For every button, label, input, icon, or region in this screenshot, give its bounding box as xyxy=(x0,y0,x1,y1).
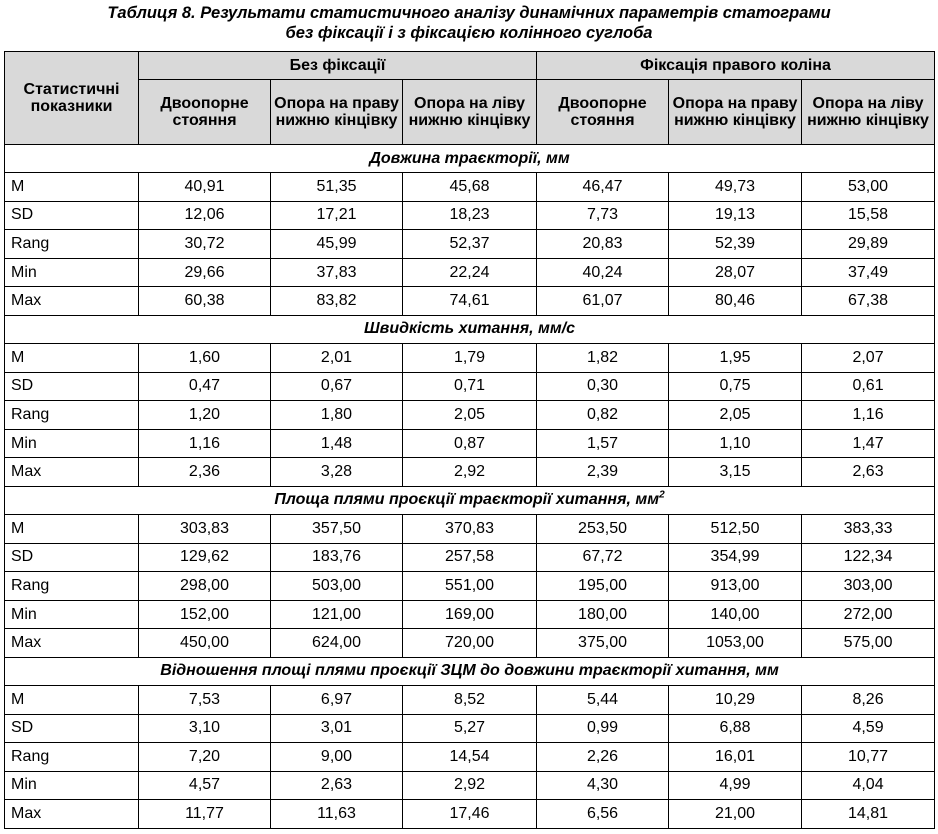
table-cell: 195,00 xyxy=(537,572,669,601)
table-row xyxy=(5,372,935,401)
table-cell: 152,00 xyxy=(139,600,271,629)
table-cell: 0,30 xyxy=(537,372,669,401)
table-caption xyxy=(0,0,938,44)
table-row xyxy=(5,514,935,543)
table-cell: 45,99 xyxy=(271,230,403,259)
table-cell: 7,53 xyxy=(139,685,271,714)
table-cell: 53,00 xyxy=(802,173,935,202)
table-cell: 0,82 xyxy=(537,401,669,430)
table-cell: 11,63 xyxy=(271,800,403,829)
table-row xyxy=(5,173,935,202)
table-cell: 67,38 xyxy=(802,287,935,316)
table-cell: 67,72 xyxy=(537,543,669,572)
row-label: Min xyxy=(5,771,139,800)
row-label: M xyxy=(5,685,139,714)
table-row xyxy=(5,230,935,259)
table-row xyxy=(5,685,935,714)
table-cell: 8,26 xyxy=(802,685,935,714)
table-body xyxy=(5,145,935,829)
table-cell: 2,01 xyxy=(271,343,403,372)
table-cell: 1,16 xyxy=(802,401,935,430)
row-label: SD xyxy=(5,201,139,230)
section-title xyxy=(5,486,935,514)
table-cell: 15,58 xyxy=(802,201,935,230)
table-cell: 253,50 xyxy=(537,514,669,543)
table-cell: 1,80 xyxy=(271,401,403,430)
table-cell: 121,00 xyxy=(271,600,403,629)
table-cell: 6,56 xyxy=(537,800,669,829)
table-cell: 2,26 xyxy=(537,743,669,772)
table-cell: 1,79 xyxy=(403,343,537,372)
row-label: Rang xyxy=(5,401,139,430)
section-title-text: Довжина траєкторії, мм xyxy=(369,149,570,167)
table-row xyxy=(5,600,935,629)
header-group-right-knee-fixation: Фіксація правого коліна xyxy=(537,52,935,80)
row-label: Max xyxy=(5,629,139,658)
table-cell: 183,76 xyxy=(271,543,403,572)
table-cell: 1,60 xyxy=(139,343,271,372)
header-column: Двоопорне стояння xyxy=(537,80,669,145)
table-cell: 2,63 xyxy=(271,771,403,800)
table-cell: 1,95 xyxy=(669,343,802,372)
table-cell: 12,06 xyxy=(139,201,271,230)
table-cell: 122,34 xyxy=(802,543,935,572)
table-cell: 14,54 xyxy=(403,743,537,772)
row-label: Max xyxy=(5,287,139,316)
table-cell: 1,57 xyxy=(537,429,669,458)
table-cell: 1,82 xyxy=(537,343,669,372)
table-cell: 2,05 xyxy=(403,401,537,430)
table-cell: 272,00 xyxy=(802,600,935,629)
section-title xyxy=(5,657,935,685)
table-cell: 1053,00 xyxy=(669,629,802,658)
header-column: Опора на ліву нижню кінцівку xyxy=(403,80,537,145)
table-cell: 1,47 xyxy=(802,429,935,458)
table-row xyxy=(5,287,935,316)
table-cell: 1,48 xyxy=(271,429,403,458)
table-row xyxy=(5,343,935,372)
table-row xyxy=(5,201,935,230)
table-cell: 0,99 xyxy=(537,714,669,743)
table-cell: 40,24 xyxy=(537,258,669,287)
table-cell: 10,77 xyxy=(802,743,935,772)
section-row xyxy=(5,486,935,514)
table-cell: 3,15 xyxy=(669,458,802,487)
table-cell: 0,87 xyxy=(403,429,537,458)
section-row xyxy=(5,657,935,685)
header-stat-label: Статистичні показники xyxy=(5,52,139,145)
table-cell: 51,35 xyxy=(271,173,403,202)
table-cell: 8,52 xyxy=(403,685,537,714)
section-row xyxy=(5,145,935,173)
row-label: Rang xyxy=(5,230,139,259)
caption-line-2: без фіксації і з фіксацією колінного суглоба xyxy=(285,24,653,42)
table-cell: 18,23 xyxy=(403,201,537,230)
table-cell: 4,99 xyxy=(669,771,802,800)
table-cell: 3,28 xyxy=(271,458,403,487)
table-cell: 624,00 xyxy=(271,629,403,658)
table-cell: 17,46 xyxy=(403,800,537,829)
table-row xyxy=(5,258,935,287)
table-row xyxy=(5,771,935,800)
row-label: Max xyxy=(5,800,139,829)
table-cell: 40,91 xyxy=(139,173,271,202)
table-cell: 303,00 xyxy=(802,572,935,601)
row-label: M xyxy=(5,514,139,543)
table-cell: 61,07 xyxy=(537,287,669,316)
section-title-superscript: 2 xyxy=(659,490,665,502)
table-cell: 2,92 xyxy=(403,458,537,487)
table-cell: 357,50 xyxy=(271,514,403,543)
row-label: Max xyxy=(5,458,139,487)
table-cell: 169,00 xyxy=(403,600,537,629)
table-cell: 1,10 xyxy=(669,429,802,458)
table-cell: 383,33 xyxy=(802,514,935,543)
table-cell: 22,24 xyxy=(403,258,537,287)
table-cell: 3,01 xyxy=(271,714,403,743)
table-cell: 2,92 xyxy=(403,771,537,800)
table-cell: 450,00 xyxy=(139,629,271,658)
table-cell: 37,49 xyxy=(802,258,935,287)
table-cell: 4,59 xyxy=(802,714,935,743)
section-title-text: Відношення площі плями проєкції ЗЦМ до довжини траєкторії хитання, мм xyxy=(160,662,779,680)
section-title-text: Площа плями проєкції траєкторії хитання, мм xyxy=(274,491,660,509)
table-cell: 17,21 xyxy=(271,201,403,230)
table-cell: 0,71 xyxy=(403,372,537,401)
table-cell: 6,88 xyxy=(669,714,802,743)
table-cell: 0,47 xyxy=(139,372,271,401)
header-column: Двоопорне стояння xyxy=(139,80,271,145)
table-row xyxy=(5,629,935,658)
table-cell: 74,61 xyxy=(403,287,537,316)
header-group-no-fixation: Без фіксації xyxy=(139,52,537,80)
table-cell: 3,10 xyxy=(139,714,271,743)
table-cell: 129,62 xyxy=(139,543,271,572)
section-title xyxy=(5,315,935,343)
section-title-text: Швидкість хитання, мм/с xyxy=(363,320,576,338)
section-title xyxy=(5,145,935,173)
table-row xyxy=(5,800,935,829)
table-cell: 19,13 xyxy=(669,201,802,230)
table-cell: 52,39 xyxy=(669,230,802,259)
table-cell: 2,39 xyxy=(537,458,669,487)
table-cell: 7,20 xyxy=(139,743,271,772)
table-cell: 370,83 xyxy=(403,514,537,543)
table-row xyxy=(5,743,935,772)
table-cell: 5,44 xyxy=(537,685,669,714)
table-cell: 0,67 xyxy=(271,372,403,401)
table-cell: 1,16 xyxy=(139,429,271,458)
table-cell: 913,00 xyxy=(669,572,802,601)
table-cell: 80,46 xyxy=(669,287,802,316)
header-column: Опора на ліву нижню кінцівку xyxy=(802,80,935,145)
table-cell: 720,00 xyxy=(403,629,537,658)
table-cell: 6,97 xyxy=(271,685,403,714)
table-cell: 16,01 xyxy=(669,743,802,772)
table-cell: 60,38 xyxy=(139,287,271,316)
table-cell: 140,00 xyxy=(669,600,802,629)
header-column: Опора на праву нижню кінцівку xyxy=(271,80,403,145)
row-label: Min xyxy=(5,258,139,287)
row-label: Rang xyxy=(5,572,139,601)
table-cell: 303,83 xyxy=(139,514,271,543)
row-label: SD xyxy=(5,714,139,743)
table-cell: 2,36 xyxy=(139,458,271,487)
table-cell: 503,00 xyxy=(271,572,403,601)
section-row xyxy=(5,315,935,343)
table-cell: 4,30 xyxy=(537,771,669,800)
table-cell: 512,50 xyxy=(669,514,802,543)
table-cell: 7,73 xyxy=(537,201,669,230)
table-row xyxy=(5,543,935,572)
table-cell: 298,00 xyxy=(139,572,271,601)
caption-line-1: Таблиця 8. Результати статистичного аналізу динамічних параметрів статограми xyxy=(107,4,831,22)
table-cell: 29,89 xyxy=(802,230,935,259)
table-cell: 0,61 xyxy=(802,372,935,401)
table-cell: 46,47 xyxy=(537,173,669,202)
table-cell: 2,63 xyxy=(802,458,935,487)
table-cell: 180,00 xyxy=(537,600,669,629)
table-cell: 83,82 xyxy=(271,287,403,316)
row-label: M xyxy=(5,343,139,372)
table-cell: 257,58 xyxy=(403,543,537,572)
table-cell: 0,75 xyxy=(669,372,802,401)
table-cell: 4,57 xyxy=(139,771,271,800)
table-cell: 5,27 xyxy=(403,714,537,743)
table-cell: 4,04 xyxy=(802,771,935,800)
row-label: Rang xyxy=(5,743,139,772)
table-cell: 29,66 xyxy=(139,258,271,287)
row-label: Min xyxy=(5,600,139,629)
table-cell: 30,72 xyxy=(139,230,271,259)
table-row xyxy=(5,714,935,743)
table-cell: 354,99 xyxy=(669,543,802,572)
table-cell: 2,07 xyxy=(802,343,935,372)
table-cell: 9,00 xyxy=(271,743,403,772)
table-cell: 52,37 xyxy=(403,230,537,259)
table-row xyxy=(5,458,935,487)
table-cell: 45,68 xyxy=(403,173,537,202)
table-cell: 11,77 xyxy=(139,800,271,829)
table-row xyxy=(5,429,935,458)
table-cell: 551,00 xyxy=(403,572,537,601)
table-cell: 2,05 xyxy=(669,401,802,430)
table-row xyxy=(5,572,935,601)
table-row xyxy=(5,401,935,430)
table-cell: 14,81 xyxy=(802,800,935,829)
table-cell: 575,00 xyxy=(802,629,935,658)
table-cell: 49,73 xyxy=(669,173,802,202)
table-cell: 20,83 xyxy=(537,230,669,259)
table-cell: 1,20 xyxy=(139,401,271,430)
row-label: SD xyxy=(5,372,139,401)
row-label: M xyxy=(5,173,139,202)
row-label: Min xyxy=(5,429,139,458)
table-cell: 10,29 xyxy=(669,685,802,714)
table-cell: 37,83 xyxy=(271,258,403,287)
header-column: Опора на праву нижню кінцівку xyxy=(669,80,802,145)
statistics-table xyxy=(4,51,935,829)
table-header xyxy=(5,52,935,145)
table-cell: 28,07 xyxy=(669,258,802,287)
table-cell: 375,00 xyxy=(537,629,669,658)
row-label: SD xyxy=(5,543,139,572)
table-cell: 21,00 xyxy=(669,800,802,829)
